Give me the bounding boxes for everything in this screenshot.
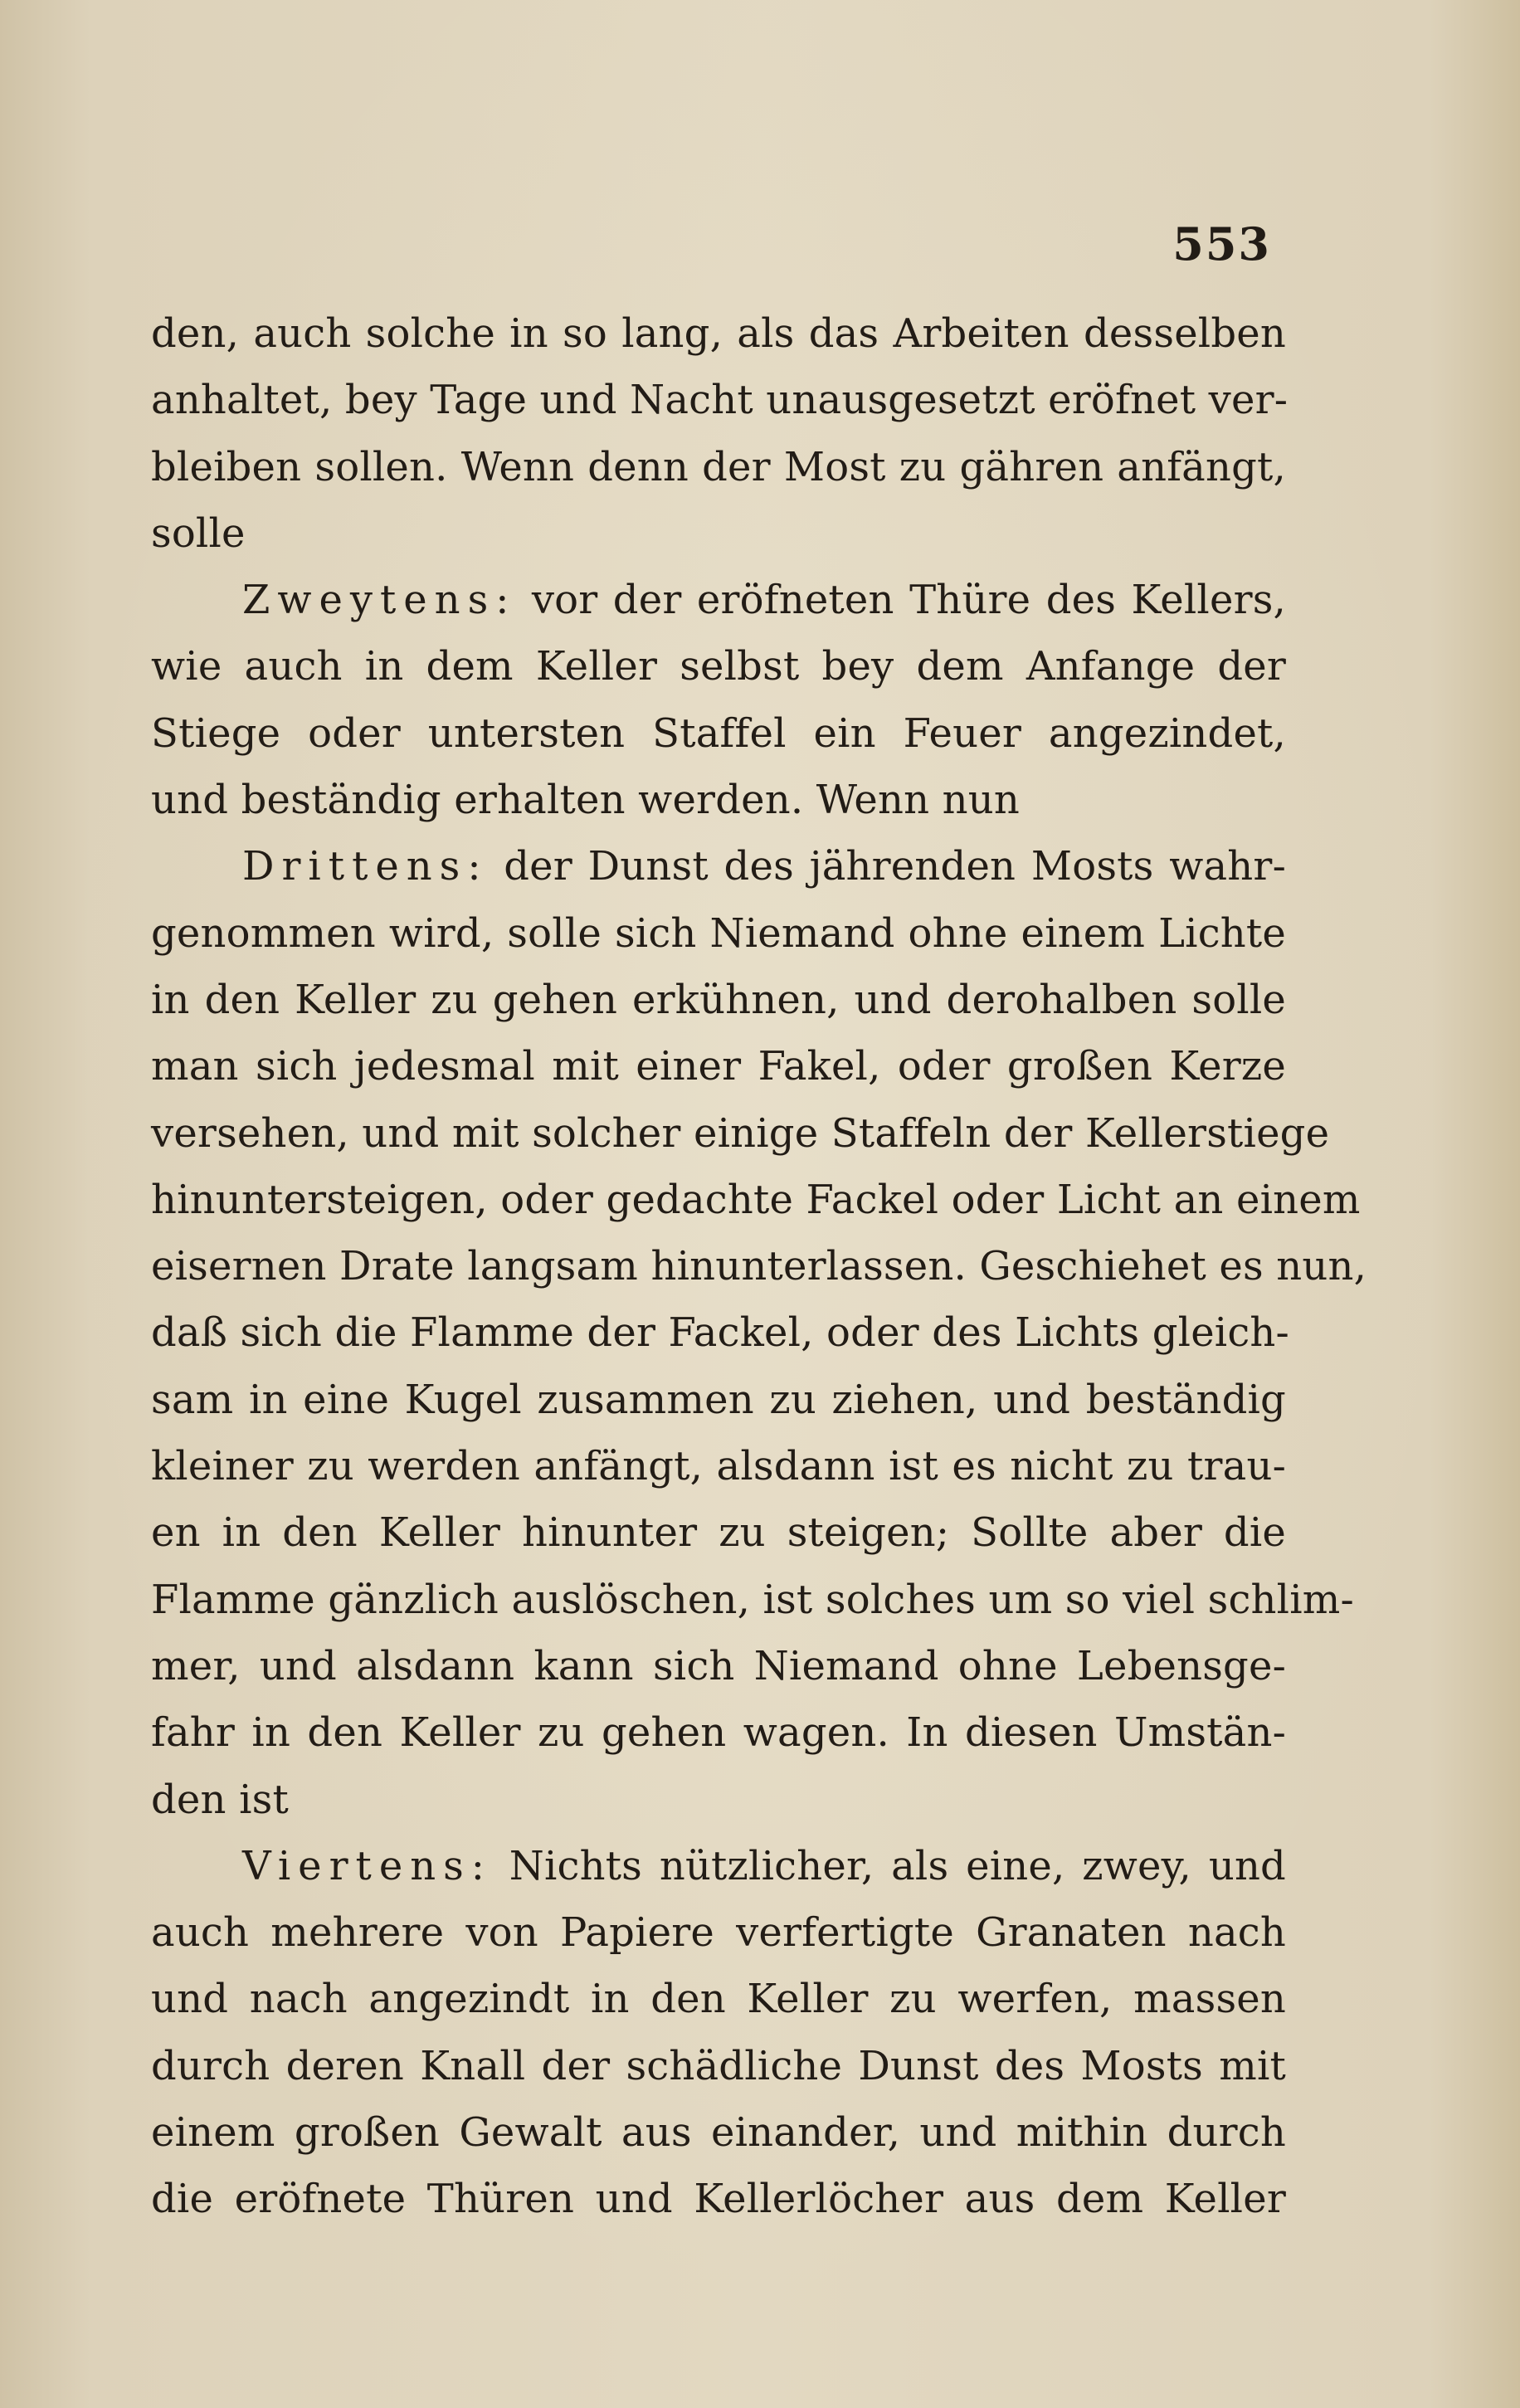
text-line: versehen, und mit solcher einige Staffeln der Kellerstiege: [151, 1109, 1330, 1157]
section-lead-viertens: Viertens:: [242, 1842, 492, 1889]
text-line: eisernen Drate langsam hinunterlassen. Geschiehet es nun,: [151, 1243, 1367, 1290]
line-text: Nichts nützlicher, als eine, zwey, und: [509, 1842, 1286, 1889]
text-line: durch deren Knall der schädliche Dunst des Mosts mit: [151, 2042, 1286, 2089]
text-line: Flamme gänzlich auslöschen, ist solches um so viel schlim-: [151, 1576, 1354, 1623]
text-line: den, auch solche in so lang, als das Arbeiten desselben: [151, 310, 1286, 357]
text-line: [151, 1833, 1286, 1899]
line-text: der Dunst des jährenden Mosts wahr-: [504, 843, 1286, 890]
text-line: bleiben sollen. Wenn denn der Most zu gähren anfängt,: [151, 443, 1286, 490]
text-line: daß sich die Flamme der Fackel, oder des Lichts gleich-: [151, 1309, 1289, 1357]
text-line: einem großen Gewalt aus einander, und mithin durch: [151, 2109, 1286, 2157]
text-line: en in den Keller hinunter zu steigen; Sollte aber die: [151, 1509, 1286, 1557]
section-lead-zweytens: Zweytens:: [242, 577, 517, 624]
text-line: auch mehrere von Papiere verfertigte Granaten nach: [151, 1909, 1286, 1957]
text-line: solle: [151, 509, 246, 557]
text-line: und nach angezindt in den Keller zu werfen, massen: [151, 1976, 1286, 2023]
text-line: hinuntersteigen, oder gedachte Fackel oder Licht an einem: [151, 1176, 1361, 1223]
text-line: und beständig erhalten werden. Wenn nun: [151, 777, 1021, 824]
body-text: [151, 300, 1367, 2233]
text-line: anhaltet, bey Tage und Nacht unausgesetzt eröfnet ver-: [151, 377, 1289, 424]
section-lead-drittens: Drittens:: [242, 843, 489, 890]
text-line: mer, und alsdann kann sich Niemand ohne Lebensge-: [151, 1642, 1286, 1689]
page-number: 553: [1172, 217, 1271, 271]
text-line: [151, 833, 1286, 899]
text-line: sam in eine Kugel zusammen zu ziehen, und beständig: [151, 1376, 1286, 1423]
text-line: man sich jedesmal mit einer Fakel, oder großen Kerze: [151, 1043, 1286, 1090]
text-line: [151, 567, 1286, 633]
text-line: fahr in den Keller zu gehen wagen. In diesen Umstän-: [151, 1709, 1286, 1757]
text-line: in den Keller zu gehen erkühnen, und derohalben solle: [151, 976, 1286, 1023]
text-line: Stiege oder untersten Staffel ein Feuer angezindet,: [151, 709, 1286, 757]
text-line: wie auch in dem Keller selbst bey dem Anfange der: [151, 643, 1286, 690]
text-line: die eröfnete Thüren und Kellerlöcher aus dem Keller: [151, 2176, 1286, 2223]
text-line: kleiner zu werden anfängt, alsdann ist es nicht zu trau-: [151, 1443, 1286, 1490]
text-line: genommen wird, solle sich Niemand ohne einem Lichte: [151, 909, 1286, 957]
text-line: den ist: [151, 1776, 289, 1823]
line-text: vor der eröfneten Thüre des Kellers,: [531, 577, 1286, 624]
